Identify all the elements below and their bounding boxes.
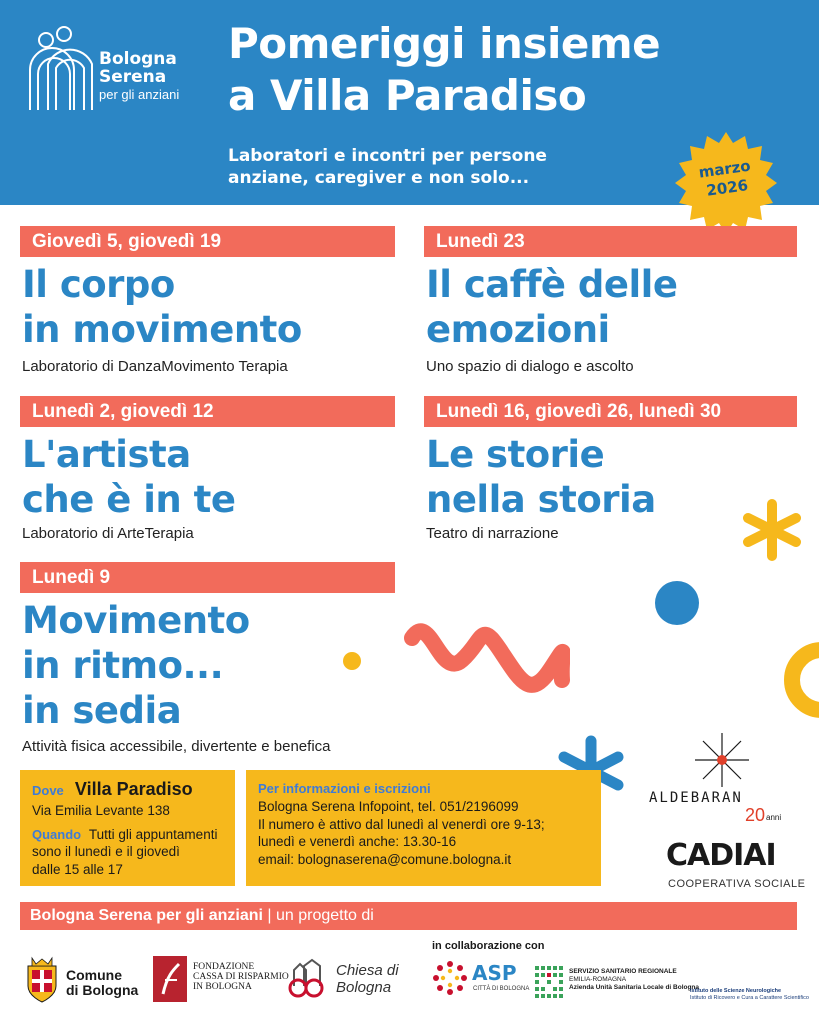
asp-dots-icon <box>432 960 468 996</box>
coral-squiggle-icon <box>400 610 570 720</box>
isn-line-1: Istituto delle Scienze Neurologiche <box>690 988 782 994</box>
fondazione-line-1: FONDAZIONE <box>193 962 255 972</box>
blue-dot-icon <box>654 580 700 626</box>
logo-line-3: per gli anziani <box>99 87 180 102</box>
event-3-title-line-2: che è in te <box>22 478 236 521</box>
event-5-title-line-2: in ritmo... <box>22 644 224 687</box>
fondazione-carisbo-logo <box>153 956 289 1002</box>
cadiai-sub: COOPERATIVA SOCIALE <box>668 878 806 890</box>
event-3-dates: Lunedì 2, giovedì 12 <box>20 396 395 427</box>
address: Via Emilia Levante 138 <box>32 803 170 818</box>
isnb-logo <box>690 988 815 1008</box>
cadiai-name: CADIAI <box>666 838 776 873</box>
asp-name: ASP <box>472 961 517 985</box>
subtitle-line-2: anziane, caregiver e non solo... <box>228 168 530 188</box>
ssr-line-1: SERVIZIO SANITARIO REGIONALE <box>569 968 677 975</box>
when-line-2: sono il lunedì e il giovedì <box>32 844 180 859</box>
collab-label: in collaborazione con <box>432 940 545 952</box>
event-2-title <box>426 262 677 352</box>
when-line-3: dalle 15 alle 17 <box>32 861 123 877</box>
comune-line-2: di Bologna <box>66 982 139 998</box>
yellow-ring-icon <box>782 640 819 720</box>
info-hours-line: Il numero è attivo dal lunedì al venerdì ore 9-13; <box>258 816 545 832</box>
asp-logo <box>432 960 532 1000</box>
star-compass-icon <box>695 733 749 787</box>
event-5-description: Attività fisica accessibile, divertente e benefica <box>22 738 331 755</box>
event-4-title <box>426 432 656 522</box>
where-label: Dove <box>32 783 64 798</box>
bologna-serena-logo <box>24 24 214 124</box>
event-1-dates: Giovedì 5, giovedì 19 <box>20 226 395 257</box>
asp-sub: CITTÀ DI BOLOGNA <box>473 986 530 992</box>
church-icon <box>284 956 330 1000</box>
event-1-title <box>22 262 302 352</box>
footer-project-bar <box>20 902 797 930</box>
aldebaran-years-label: anni <box>766 813 782 822</box>
badge-month: marzo <box>697 156 752 182</box>
logo-line-2: Serena <box>99 67 167 87</box>
event-1-description: Laboratorio di DanzaMovimento Terapia <box>22 358 288 375</box>
isn-line-2: Istituto di Ricovero e Cura a Carattere Scientifico <box>690 995 809 1001</box>
aldebaran-years: 20 <box>745 805 766 825</box>
ssr-emilia-romagna-logo <box>535 966 700 1000</box>
event-2-dates: Lunedì 23 <box>424 226 797 257</box>
fondazione-mark-icon <box>153 956 187 1002</box>
badge-year: 2026 <box>705 176 750 200</box>
title-line-2: a Villa Paradiso <box>228 71 587 120</box>
event-2-title-line-2: emozioni <box>426 308 610 351</box>
where-when-box <box>20 770 235 886</box>
title-line-1: Pomeriggi insieme <box>228 19 661 68</box>
when-line-1: Tutti gli appuntamenti <box>88 826 218 842</box>
event-4-title-line-1: Le storie <box>426 433 605 476</box>
coat-of-arms-icon <box>22 956 62 1004</box>
event-4-title-line-2: nella storia <box>426 478 656 521</box>
fondazione-line-2: CASSA DI RISPARMIO <box>193 972 289 982</box>
event-5-title-line-1: Movimento <box>22 599 250 642</box>
page-subtitle <box>228 145 547 189</box>
event-3-title-line-1: L'artista <box>22 433 191 476</box>
event-1-title-line-1: Il corpo <box>22 263 175 306</box>
event-3-description: Laboratorio di ArteTerapia <box>22 525 194 542</box>
info-hours-extra-line: lunedì e venerdì anche: 13.30-16 <box>258 834 457 849</box>
event-1-title-line-2: in movimento <box>22 308 302 351</box>
small-yellow-dot-icon <box>342 651 362 671</box>
cadiai-logo <box>666 838 806 894</box>
ssr-line-2: EMILIA-ROMAGNA <box>569 976 627 983</box>
comune-bologna-logo <box>22 956 142 1006</box>
chiesa-bologna-logo <box>284 956 414 1002</box>
chiesa-line-1: Chiesa di <box>336 962 399 979</box>
where-value: Villa Paradiso <box>74 779 193 799</box>
info-contacts-box <box>246 770 601 886</box>
event-2-description: Uno spazio di dialogo e ascolto <box>426 358 634 375</box>
info-label: Per informazioni e iscrizioni <box>258 781 431 796</box>
event-5-dates: Lunedì 9 <box>20 562 395 593</box>
ssr-grid-icon <box>535 966 565 998</box>
chiesa-line-2: Bologna <box>336 979 392 996</box>
date-badge <box>673 130 779 236</box>
page-title <box>228 18 660 122</box>
logo-line-1: Bologna <box>99 49 177 69</box>
event-3-title <box>22 432 235 522</box>
ssr-line-3: Azienda Unità Sanitaria Locale di Bologna <box>569 984 700 991</box>
people-arch-icon <box>24 24 96 114</box>
when-label: Quando <box>32 826 82 842</box>
footer-bar-brand: Bologna Serena per gli anziani <box>30 907 263 924</box>
footer-bar-text: | un progetto di <box>267 907 374 924</box>
event-5-title <box>22 598 250 733</box>
fondazione-line-3: IN BOLOGNA <box>193 982 252 992</box>
info-phone-line: Bologna Serena Infopoint, tel. 051/2196099 <box>258 799 519 814</box>
yellow-asterisk-icon <box>740 498 804 562</box>
event-2-title-line-1: Il caffè delle <box>426 263 678 306</box>
aldebaran-logo <box>645 733 805 833</box>
event-5-title-line-3: in sedia <box>22 689 182 732</box>
subtitle-line-1: Laboratori e incontri per persone <box>228 146 547 166</box>
event-4-description: Teatro di narrazione <box>426 525 559 542</box>
event-4-dates: Lunedì 16, giovedì 26, lunedì 30 <box>424 396 797 427</box>
aldebaran-name: ALDEBARAN <box>649 790 743 806</box>
info-email-line: email: bolognaserena@comune.bologna.it <box>258 851 512 867</box>
comune-line-1: Comune <box>66 967 122 983</box>
